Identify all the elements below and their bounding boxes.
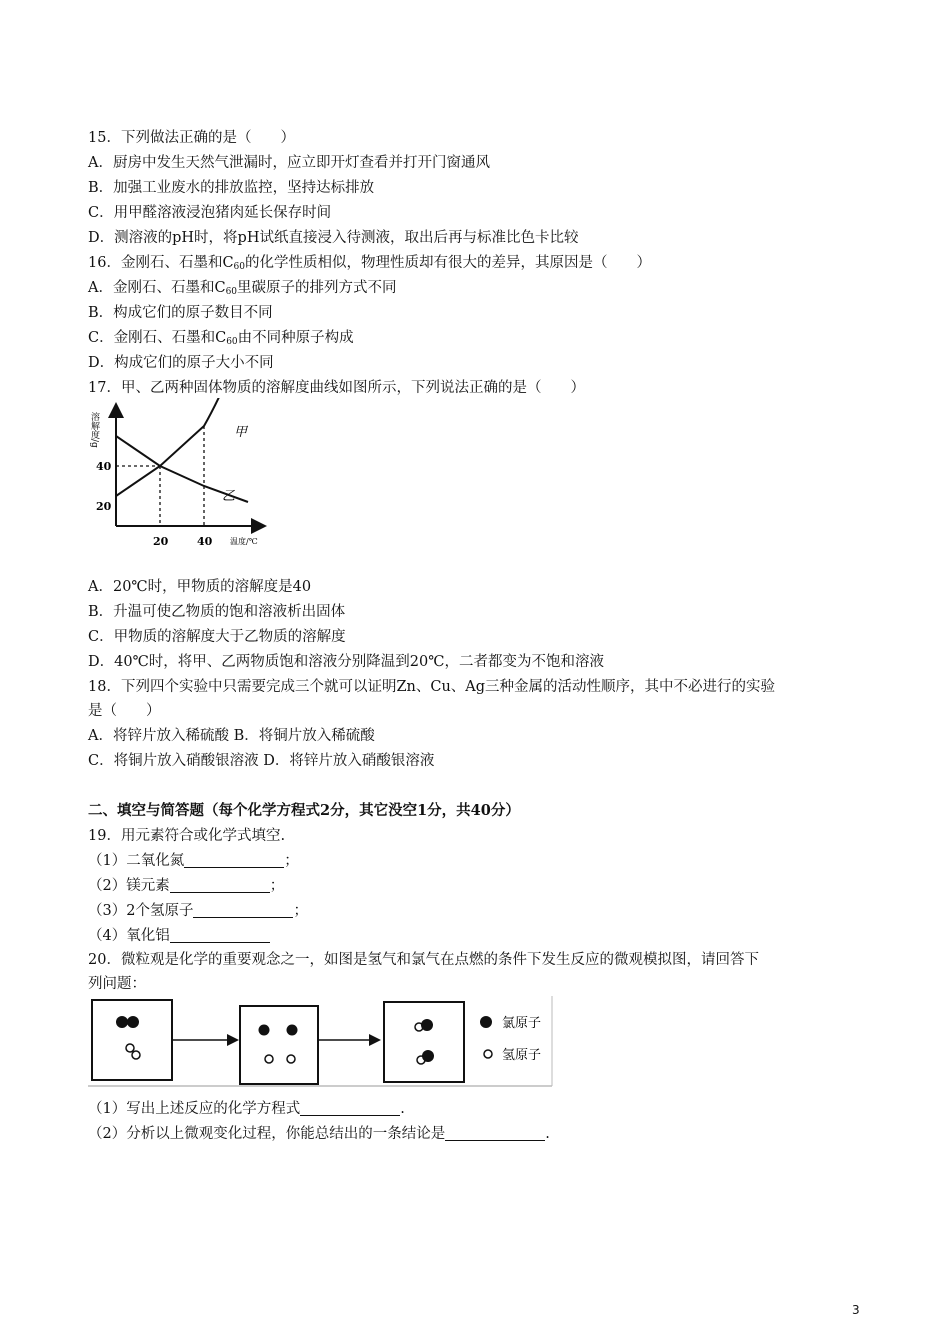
- q19-item-1: （1）二氧化氮 ；: [88, 853, 299, 869]
- q17-option-a: A．20℃时，甲物质的溶解度是40: [88, 579, 312, 595]
- answer-blank[interactable]: [445, 1125, 545, 1141]
- chlorine-atom-icon: [287, 1025, 298, 1036]
- x-tick-40: 40: [197, 535, 213, 548]
- page-number: 3: [852, 1303, 860, 1317]
- q18-options-row2: C．将铜片放入硝酸银溶液 D．将锌片放入硝酸银溶液: [88, 753, 435, 769]
- q20-stem-line1: 20．微粒观是化学的重要观念之一，如图是氢气和氯气在点燃的条件下发生反应的微观模拟图，请回答下: [88, 952, 759, 968]
- q16-option-b: B．构成它们的原子数目不同: [88, 305, 273, 321]
- series-jia-line: [116, 398, 237, 496]
- q16-option-a: A．金刚石、石墨和$C_{60}$里碳原子的排列方式不同: [88, 280, 397, 297]
- answer-blank[interactable]: [193, 902, 293, 918]
- q16-option-c: C．金刚石、石墨和$C_{60}$由不同种原子构成: [88, 330, 354, 347]
- q18-stem-line2: 是（ ）: [88, 703, 161, 719]
- series-jia-label: 甲: [234, 425, 248, 440]
- y-tick-20: 20: [96, 500, 112, 513]
- q20-stem-line2: 列问题：: [88, 976, 146, 992]
- hydrogen-atom-icon: [126, 1044, 134, 1052]
- q18-options-row1: A．将锌片放入稀硫酸 B．将铜片放入稀硫酸: [88, 728, 375, 744]
- q15-option-d: D．测溶液的pH时，将pH试纸直接浸入待测液，取出后再与标准比色卡比较: [88, 230, 579, 246]
- chlorine-atom-icon: [127, 1016, 139, 1028]
- q17-option-b: B．升温可使乙物质的饱和溶液析出固体: [88, 604, 346, 620]
- answer-blank[interactable]: [170, 927, 270, 943]
- hydrogen-legend-icon: [484, 1050, 492, 1058]
- chlorine-atom-icon: [259, 1025, 270, 1036]
- chlorine-atom-icon: [116, 1016, 128, 1028]
- q19-item-4: （4）氧化铝: [88, 926, 270, 946]
- answer-blank[interactable]: [184, 852, 284, 868]
- q17-stem: 17．甲、乙两种固体物质的溶解度曲线如图所示，下列说法正确的是（ ）: [88, 380, 585, 396]
- q15-stem: 15．下列做法正确的是（ ）: [88, 130, 295, 146]
- q15-option-a: A．厨房中发生天然气泄漏时，应立即开灯查看并打开门窗通风: [88, 155, 490, 171]
- chlorine-legend-icon: [480, 1016, 492, 1028]
- q15-option-b: B．加强工业废水的排放监控，坚持达标排放: [88, 180, 375, 196]
- q16-stem: 16．金刚石、石墨和$C_{60}$的化学性质相似，物理性质却有很大的差异，其原因是（ ）: [88, 255, 651, 272]
- series-yi-label: 乙: [222, 489, 236, 504]
- intermediate-box: [240, 1006, 318, 1084]
- x-axis-label: 温度/℃: [230, 537, 258, 546]
- product-box: [384, 1002, 464, 1082]
- section-2-title: 二、填空与简答题（每个化学方程式2分，其它没空1分，共40分）: [88, 802, 520, 819]
- solubility-chart: [88, 398, 273, 554]
- chlorine-atom-icon: [422, 1050, 434, 1062]
- q15-option-c: C．用甲醛溶液浸泡猪肉延长保存时间: [88, 205, 332, 221]
- q17-option-d: D．40℃时，将甲、乙两物质饱和溶液分别降温到20℃，二者都变为不饱和溶液: [88, 654, 604, 670]
- q16-option-d: D．构成它们的原子大小不同: [88, 355, 274, 371]
- x-tick-20: 20: [153, 535, 169, 548]
- q18-stem-line1: 18．下列四个实验中只需要完成三个就可以证明Zn、Cu、Ag三种金属的活动性顺序，其中不必进行的实验: [88, 679, 776, 695]
- legend-hydrogen-label: 氢原子: [502, 1048, 542, 1063]
- q20-part-1: （1）写出上述反应的化学方程式 .: [88, 1101, 405, 1117]
- reactant-box: [92, 1000, 172, 1080]
- chlorine-atom-icon: [421, 1019, 433, 1031]
- answer-blank[interactable]: [300, 1100, 400, 1116]
- q19-item-3: （3）2个氢原子 ；: [88, 903, 308, 919]
- q17-option-c: C．甲物质的溶解度大于乙物质的溶解度: [88, 629, 346, 645]
- q20-part-2: （2）分析以上微观变化过程，你能总结出的一条结论是 .: [88, 1126, 550, 1142]
- legend-chlorine-label: 氯原子: [502, 1016, 542, 1031]
- reaction-diagram: [88, 996, 554, 1088]
- hydrogen-atom-icon: [265, 1055, 273, 1063]
- answer-blank[interactable]: [170, 877, 270, 893]
- hydrogen-atom-icon: [132, 1051, 140, 1059]
- y-tick-40: 40: [96, 460, 112, 473]
- y-axis-label: 溶解度/g: [89, 412, 99, 448]
- q19-stem: 19．用元素符合或化学式填空.: [88, 828, 286, 844]
- q19-item-2: （2）镁元素 ；: [88, 878, 285, 894]
- hydrogen-atom-icon: [287, 1055, 295, 1063]
